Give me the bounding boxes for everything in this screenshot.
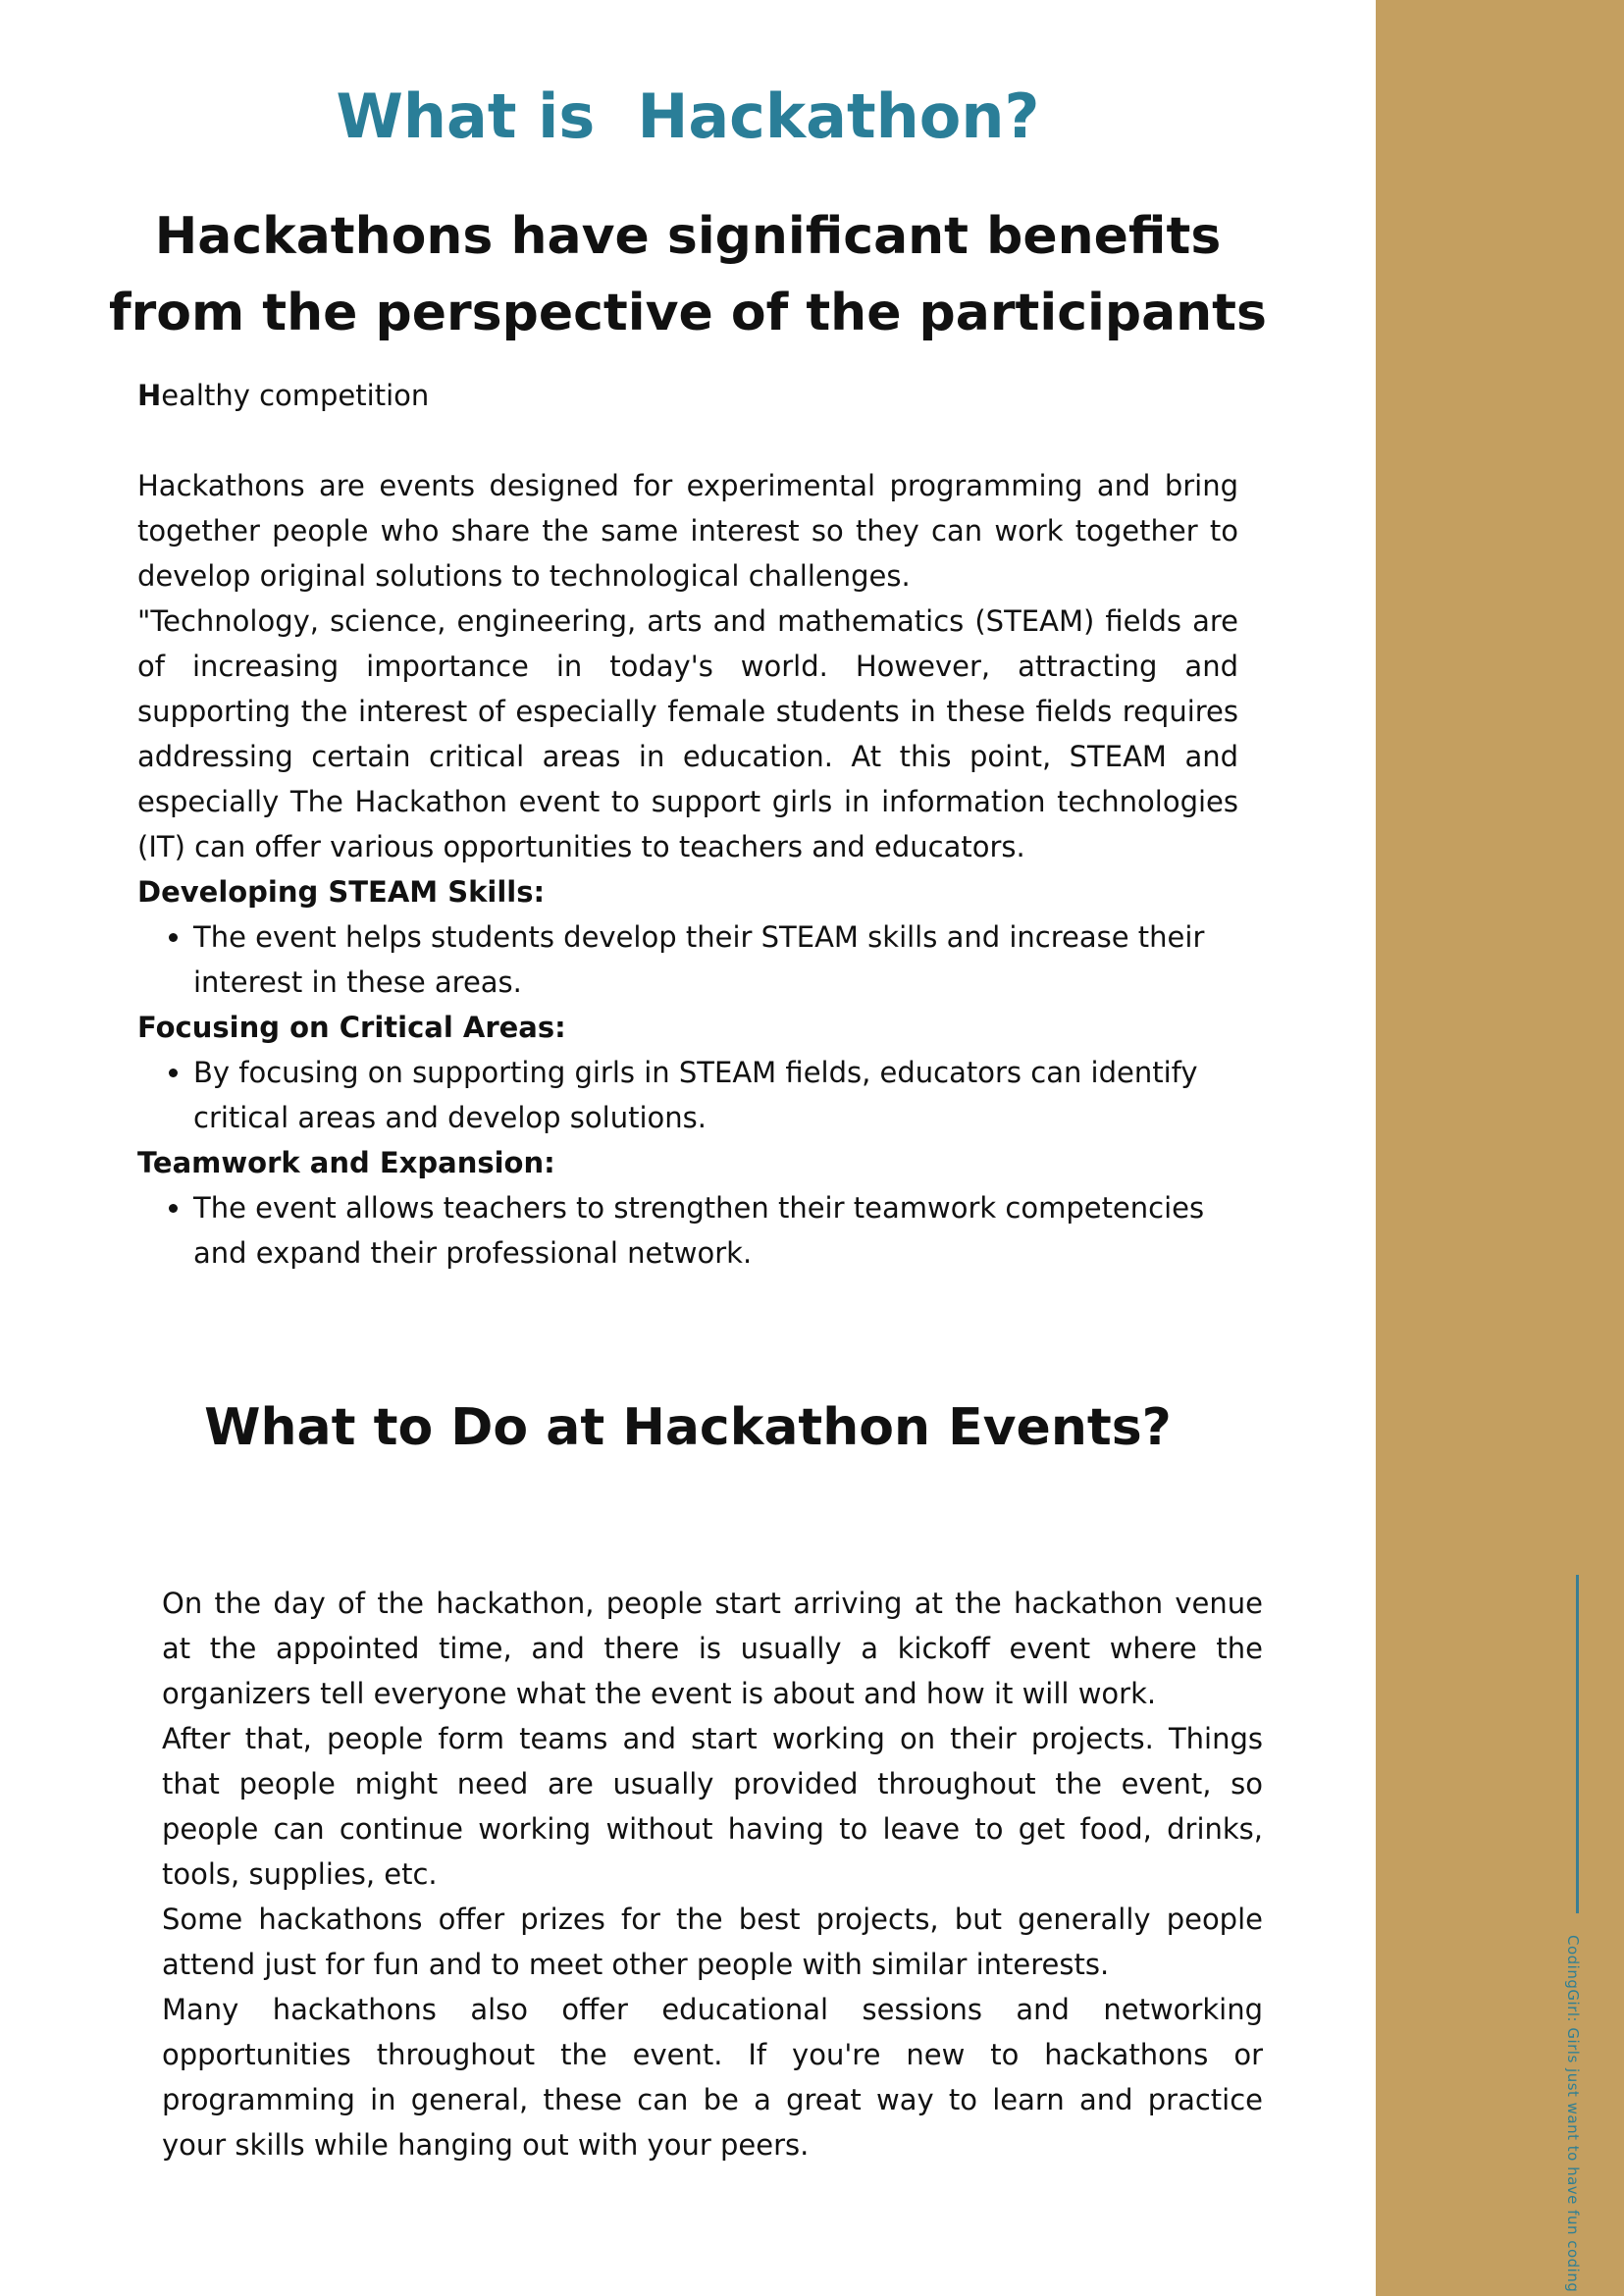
body-paragraph: On the day of the hackathon, people start arriving at the hackathon venue at the appointed time, and there is usually a kickoff event where the organizers tell everyone what the event is about and how it will work.	[162, 1587, 1263, 1710]
kicker-initial: H	[137, 379, 162, 412]
sidebar-accent-line	[1576, 1575, 1579, 1913]
section-kicker	[137, 373, 1238, 418]
point-heading-critical-areas: Focusing on Critical Areas:	[137, 1011, 566, 1044]
point-list-steam-skills	[137, 914, 1238, 1005]
page-title: What is Hackathon?	[336, 80, 1040, 152]
point-list-teamwork	[137, 1185, 1238, 1276]
point-heading-steam-skills: Developing STEAM Skills:	[137, 875, 546, 909]
benefits-section	[137, 373, 1238, 1276]
page-subtitle: Hackathons have significant benefits from the perspective of the participants	[108, 207, 1267, 342]
intro-paragraph: Hackathons are events designed for experimental programming and bring together people who share the same interest so they can work together to develop original solutions to technological challenges.	[137, 469, 1238, 593]
what-to-do-section	[162, 1581, 1263, 2167]
body-paragraph: Some hackathons offer prizes for the best projects, but generally people attend just for fun and to meet other people with similar interests.	[162, 1903, 1263, 1981]
point-heading-teamwork: Teamwork and Expansion:	[137, 1146, 555, 1179]
steam-paragraph: "Technology, science, engineering, arts and mathematics (STEAM) fields are of increasing importance in today's world. However, attracting and supporting the interest of especially female students in these fields requires addressing certain critical areas in education. At this point, STEAM and especially The Hackathon event to support girls in information technologies (IT) can offer various opportunities to teachers and educators.	[137, 604, 1238, 863]
sidebar-vertical-caption: CodingGirl: Girls just want to have fun coding	[1564, 1935, 1582, 2293]
point-list-critical-areas	[137, 1050, 1238, 1140]
body-paragraph: Many hackathons also offer educational sessions and networking opportunities throughout the event. If you're new to hackathons or programming in general, these can be a great way to learn and practice your skills while hanging out with your peers.	[162, 1993, 1263, 2162]
spacer	[137, 418, 1238, 463]
sidebar-band	[1376, 0, 1624, 2296]
section-heading-what-to-do: What to Do at Hackathon Events?	[204, 1398, 1172, 1457]
list-item: • The event allows teachers to strengthen their teamwork competencies and expand their professional network.	[193, 1185, 1238, 1276]
kicker-text: ealthy competition	[161, 379, 430, 412]
list-item: • By focusing on supporting girls in STEAM fields, educators can identify critical areas and develop solutions.	[193, 1050, 1238, 1140]
list-item: • The event helps students develop their STEAM skills and increase their interest in these areas.	[193, 914, 1238, 1005]
body-paragraph: After that, people form teams and start working on their projects. Things that people might need are usually provided throughout the event, so people can continue working without having to leave to get food, drinks, tools, supplies, etc.	[162, 1722, 1263, 1891]
